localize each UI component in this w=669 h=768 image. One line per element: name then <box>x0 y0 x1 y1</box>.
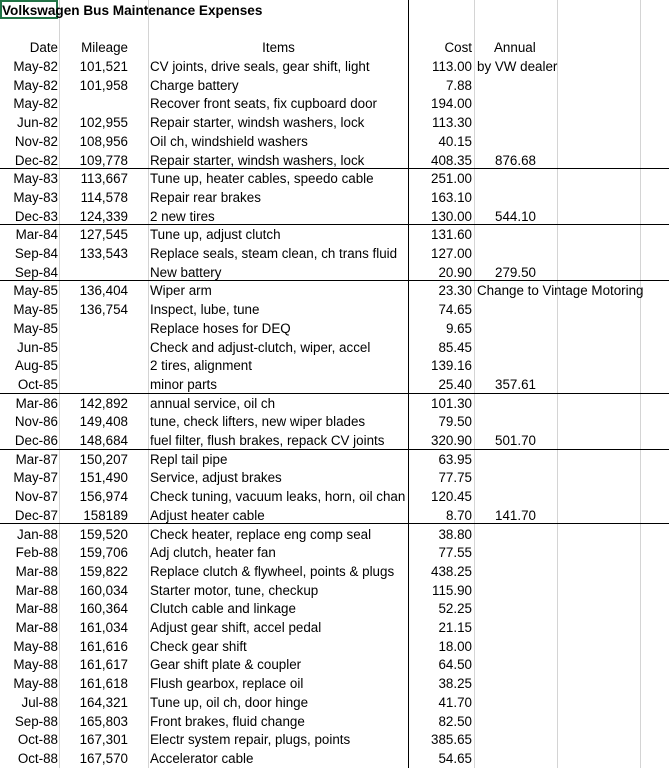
cost-cell[interactable]: 77.75 <box>438 470 472 486</box>
annual-cell[interactable] <box>477 76 669 95</box>
cost-cell[interactable]: 131.60 <box>431 227 472 243</box>
header-mileage[interactable]: Mileage <box>81 40 128 55</box>
table-row <box>0 356 669 375</box>
date-cell[interactable]: Sep-84 <box>14 264 58 280</box>
date-cell[interactable]: Sep-84 <box>14 246 58 261</box>
items-cell[interactable]: Flush gearbox, replace oil <box>150 676 304 692</box>
sheet-title[interactable]: Volkswagen Bus Maintenance Expenses <box>2 3 263 18</box>
cost-cell[interactable]: 74.65 <box>438 302 472 318</box>
date-cell[interactable]: May-85 <box>13 320 58 336</box>
items-cell[interactable]: fuel filter, flush brakes, repack CV joints <box>150 433 385 448</box>
table-row <box>0 57 669 76</box>
date-cell[interactable]: May-82 <box>13 59 58 74</box>
cost-cell[interactable]: 408.35 <box>431 152 472 168</box>
annual-cell[interactable] <box>477 356 669 375</box>
date-cell[interactable]: Dec-86 <box>14 433 58 448</box>
items-cell[interactable]: CV joints, drive seals, gear shift, light <box>150 59 370 74</box>
items-cell[interactable]: minor parts <box>150 376 217 392</box>
annual-cell[interactable]: 357.61 <box>495 376 536 392</box>
items-cell[interactable]: Accelerator cable <box>150 750 254 766</box>
header-annual[interactable]: Annual <box>494 40 536 55</box>
mileage-cell[interactable]: 167,570 <box>79 750 128 766</box>
table-row <box>0 674 669 693</box>
cost-cell[interactable]: 82.50 <box>438 713 472 729</box>
cost-cell[interactable]: 101.30 <box>431 395 472 411</box>
table-row <box>0 300 669 319</box>
cost-cell[interactable]: 79.50 <box>438 414 472 430</box>
table-row <box>0 599 669 618</box>
cost-cell[interactable]: 120.45 <box>431 489 472 505</box>
table-row <box>0 394 669 413</box>
table-row <box>0 151 669 170</box>
annual-cell[interactable] <box>477 618 669 637</box>
date-cell[interactable]: Nov-82 <box>14 133 58 149</box>
table-row <box>0 506 669 525</box>
date-cell[interactable]: Mar-84 <box>15 227 58 243</box>
items-cell[interactable]: annual service, oil ch <box>150 395 276 411</box>
cost-cell[interactable]: 40.15 <box>438 133 472 149</box>
date-cell[interactable]: Nov-87 <box>14 489 58 505</box>
table-row <box>0 338 669 357</box>
items-cell[interactable]: 2 new tires <box>150 208 215 224</box>
annual-cell[interactable] <box>477 599 669 618</box>
cost-cell[interactable]: 438.25 <box>431 563 472 579</box>
date-cell[interactable]: May-85 <box>13 283 58 299</box>
table-row <box>0 188 669 207</box>
items-cell[interactable]: Tune up, oil ch, door hinge <box>150 694 309 710</box>
cost-cell[interactable]: 251.00 <box>431 171 472 187</box>
mileage-cell[interactable] <box>60 375 128 394</box>
table-row <box>0 655 669 674</box>
cost-cell[interactable]: 38.25 <box>438 676 472 692</box>
cost-cell[interactable]: 113.00 <box>432 59 472 74</box>
annual-cell[interactable] <box>477 113 669 132</box>
mileage-cell[interactable] <box>60 338 128 357</box>
items-cell[interactable]: Inspect, lube, tune <box>150 302 260 318</box>
annual-cell[interactable] <box>477 487 669 506</box>
annual-cell[interactable] <box>477 188 669 207</box>
mileage-cell[interactable]: 124,339 <box>79 208 128 224</box>
date-cell[interactable]: Nov-86 <box>14 414 58 430</box>
annual-cell[interactable] <box>477 412 669 431</box>
table-row <box>0 618 669 637</box>
items-cell[interactable]: Check tuning, vacuum leaks, horn, oil chan <box>150 489 406 505</box>
cost-cell[interactable]: 25.40 <box>438 376 472 392</box>
date-cell[interactable]: Mar-87 <box>15 451 58 467</box>
table-row <box>0 581 669 600</box>
mileage-cell[interactable]: 167,301 <box>79 732 128 748</box>
mileage-cell[interactable] <box>60 94 128 113</box>
table-row <box>0 543 669 562</box>
date-cell[interactable]: Oct-88 <box>17 750 58 766</box>
annual-cell[interactable] <box>477 637 669 656</box>
cost-cell[interactable]: 8.70 <box>445 507 472 523</box>
mileage-cell[interactable] <box>60 319 128 338</box>
annual-cell[interactable] <box>477 655 669 674</box>
annual-cell[interactable] <box>477 712 669 731</box>
date-cell[interactable]: Mar-86 <box>15 395 58 411</box>
table-row <box>0 113 669 132</box>
mileage-cell[interactable]: 133,543 <box>79 246 128 261</box>
mileage-cell[interactable] <box>60 356 128 375</box>
date-cell[interactable]: Dec-83 <box>14 208 58 224</box>
items-cell[interactable]: Repl tail pipe <box>150 451 228 467</box>
annual-cell[interactable]: 501.70 <box>495 433 536 448</box>
date-cell[interactable]: Jun-85 <box>17 339 58 355</box>
table-row <box>0 712 669 731</box>
table-row <box>0 375 669 394</box>
annual-cell[interactable]: 279.50 <box>495 264 536 280</box>
mileage-cell[interactable]: 160,364 <box>79 601 128 617</box>
items-cell[interactable]: Recover front seats, fix cupboard door <box>150 96 378 112</box>
table-row <box>0 693 669 712</box>
date-cell[interactable]: Mar-88 <box>15 563 58 579</box>
table-row <box>0 468 669 487</box>
annual-cell[interactable] <box>477 94 669 113</box>
annual-cell[interactable]: Change to Vintage Motoring <box>477 283 644 299</box>
items-cell[interactable]: Adj clutch, heater fan <box>150 545 276 561</box>
date-cell[interactable]: May-87 <box>13 470 58 486</box>
date-cell[interactable]: Oct-85 <box>17 376 58 392</box>
annual-cell[interactable] <box>477 300 669 319</box>
items-cell[interactable]: Check and adjust-clutch, wiper, accel <box>150 339 371 355</box>
annual-cell[interactable]: 876.68 <box>495 152 536 168</box>
items-cell[interactable]: tune, check lifters, new wiper blades <box>150 414 366 430</box>
mileage-cell[interactable]: 142,892 <box>79 395 128 411</box>
date-cell[interactable]: May-82 <box>13 96 58 112</box>
cost-cell[interactable]: 320.90 <box>431 433 472 448</box>
annual-cell[interactable] <box>477 693 669 712</box>
table-row <box>0 637 669 656</box>
mileage-cell[interactable]: 161,034 <box>79 620 128 635</box>
mileage-cell[interactable]: 159,520 <box>79 526 128 542</box>
mileage-cell[interactable]: 101,521 <box>79 59 128 74</box>
items-cell[interactable]: Front brakes, fluid change <box>150 713 305 729</box>
annual-cell[interactable] <box>477 730 669 749</box>
mileage-cell[interactable]: 114,578 <box>80 189 128 205</box>
annual-cell[interactable] <box>477 674 669 693</box>
annual-cell[interactable] <box>477 468 669 487</box>
header-cost[interactable]: Cost <box>444 40 472 55</box>
date-cell[interactable]: May-88 <box>13 638 58 654</box>
mileage-cell[interactable]: 151,490 <box>79 470 128 486</box>
items-cell[interactable]: Clutch cable and linkage <box>150 601 296 617</box>
date-cell[interactable]: Feb-88 <box>15 545 58 561</box>
mileage-cell[interactable]: 159,706 <box>79 545 128 561</box>
date-cell[interactable]: Aug-85 <box>14 358 58 374</box>
date-cell[interactable]: May-88 <box>13 657 58 673</box>
date-cell[interactable]: Jun-82 <box>17 115 58 131</box>
mileage-cell[interactable]: 136,404 <box>79 283 128 299</box>
date-cell[interactable]: Dec-82 <box>14 152 58 168</box>
annual-cell[interactable] <box>477 132 669 151</box>
annual-cell[interactable] <box>477 450 669 469</box>
cost-cell[interactable]: 38.80 <box>438 526 472 542</box>
table-row <box>0 730 669 749</box>
mileage-cell[interactable]: 101,958 <box>79 77 128 93</box>
mileage-cell[interactable]: 156,974 <box>79 489 128 505</box>
mileage-cell[interactable]: 150,207 <box>79 451 128 467</box>
items-cell[interactable]: Replace seals, steam clean, ch trans fluid <box>150 246 398 261</box>
table-row <box>0 319 669 338</box>
date-cell[interactable]: Jul-88 <box>21 694 58 710</box>
cost-cell[interactable]: 127.00 <box>431 246 472 261</box>
mileage-cell[interactable]: 161,616 <box>79 638 128 654</box>
date-cell[interactable]: May-83 <box>13 189 58 205</box>
date-cell[interactable]: May-85 <box>13 302 58 318</box>
items-cell[interactable]: Service, adjust brakes <box>150 470 282 486</box>
mileage-cell[interactable]: 159,822 <box>79 563 128 579</box>
items-cell[interactable]: Check gear shift <box>150 638 247 654</box>
items-cell[interactable]: Electr system repair, plugs, points <box>150 732 351 748</box>
date-cell[interactable]: Sep-88 <box>14 713 58 729</box>
items-cell[interactable]: Charge battery <box>150 77 239 93</box>
mileage-cell[interactable]: 161,618 <box>79 676 128 692</box>
items-cell[interactable]: Starter motor, tune, checkup <box>150 582 319 598</box>
mileage-cell[interactable]: 164,321 <box>79 694 128 710</box>
date-cell[interactable]: May-83 <box>13 171 58 187</box>
items-cell[interactable]: Wiper arm <box>150 283 212 299</box>
cost-cell[interactable]: 21.15 <box>438 620 472 635</box>
cost-cell[interactable]: 41.70 <box>438 694 472 710</box>
cost-cell[interactable]: 18.00 <box>438 638 472 654</box>
mileage-cell[interactable]: 158189 <box>83 507 128 523</box>
annual-cell[interactable]: 544.10 <box>495 208 536 224</box>
annual-cell[interactable] <box>477 169 669 188</box>
annual-cell[interactable]: 141.70 <box>495 507 536 523</box>
cost-cell[interactable]: 163.10 <box>431 189 472 205</box>
table-row <box>0 225 669 244</box>
cost-cell[interactable]: 52.25 <box>438 601 472 617</box>
annual-cell[interactable] <box>477 525 669 544</box>
date-cell[interactable]: Mar-88 <box>15 601 58 617</box>
cost-cell[interactable]: 20.90 <box>438 264 472 280</box>
date-cell[interactable]: May-82 <box>13 77 58 93</box>
table-row <box>0 431 669 450</box>
cost-cell[interactable]: 7.88 <box>445 77 472 93</box>
mileage-cell[interactable]: 109,778 <box>79 152 128 168</box>
mileage-cell[interactable]: 165,803 <box>79 713 128 729</box>
mileage-cell[interactable]: 148,684 <box>79 433 128 448</box>
mileage-cell[interactable] <box>60 263 128 282</box>
items-cell[interactable]: 2 tires, alignment <box>150 358 252 374</box>
items-cell[interactable]: Tune up, adjust clutch <box>150 227 281 243</box>
items-cell[interactable]: Replace hoses for DEQ <box>150 320 291 336</box>
mileage-cell[interactable]: 102,955 <box>79 115 128 131</box>
header-items[interactable]: Items <box>262 40 295 55</box>
items-cell[interactable]: Repair starter, windsh washers, lock <box>150 152 365 168</box>
annual-cell[interactable] <box>477 394 669 413</box>
items-cell[interactable]: Tune up, heater cables, speedo cable <box>150 171 374 187</box>
cost-cell[interactable]: 139.16 <box>431 358 472 374</box>
items-cell[interactable]: Repair rear brakes <box>150 189 261 205</box>
table-row <box>0 169 669 188</box>
date-cell[interactable]: Mar-88 <box>15 620 58 635</box>
annual-cell[interactable]: by VW dealer <box>477 59 558 74</box>
date-cell[interactable]: Dec-87 <box>14 507 58 523</box>
annual-cell[interactable] <box>477 338 669 357</box>
cost-cell[interactable]: 113.30 <box>432 115 472 131</box>
table-row <box>0 281 669 300</box>
table-row <box>0 562 669 581</box>
table-row <box>0 749 669 768</box>
cost-cell[interactable]: 115.90 <box>432 582 472 598</box>
annual-cell[interactable] <box>477 581 669 600</box>
annual-cell[interactable] <box>477 543 669 562</box>
date-cell[interactable]: May-88 <box>13 676 58 692</box>
mileage-cell[interactable]: 127,545 <box>79 227 128 243</box>
cost-cell[interactable]: 194.00 <box>431 96 472 112</box>
header-date[interactable]: Date <box>29 40 58 55</box>
table-row <box>0 76 669 95</box>
table-row <box>0 263 669 282</box>
cost-cell[interactable]: 85.45 <box>438 339 472 355</box>
cost-cell[interactable]: 54.65 <box>438 750 472 766</box>
items-cell[interactable]: New battery <box>150 264 222 280</box>
header-row <box>0 38 669 57</box>
mileage-cell[interactable]: 136,754 <box>79 302 128 318</box>
table-row <box>0 94 669 113</box>
annual-cell[interactable] <box>477 225 669 244</box>
annual-cell[interactable] <box>477 319 669 338</box>
table-row <box>0 207 669 226</box>
date-cell[interactable]: Jan-88 <box>17 526 58 542</box>
items-cell[interactable]: Adjust heater cable <box>150 507 265 523</box>
table-row <box>0 412 669 431</box>
table-row <box>0 525 669 544</box>
mileage-cell[interactable]: 161,617 <box>79 657 128 673</box>
cost-cell[interactable]: 23.30 <box>438 283 472 299</box>
cost-cell[interactable]: 9.65 <box>445 320 472 336</box>
mileage-cell[interactable]: 113,667 <box>80 171 128 187</box>
date-cell[interactable]: Mar-88 <box>15 582 58 598</box>
items-cell[interactable]: Repair starter, windsh washers, lock <box>150 115 365 131</box>
items-cell[interactable]: Check heater, replace eng comp seal <box>150 526 372 542</box>
annual-cell[interactable] <box>477 749 669 768</box>
items-cell[interactable]: Replace clutch & flywheel, points & plugs <box>150 563 395 579</box>
cost-cell[interactable]: 64.50 <box>438 657 472 673</box>
items-cell[interactable]: Oil ch, windshield washers <box>150 133 308 149</box>
items-cell[interactable]: Adjust gear shift, accel pedal <box>150 620 322 635</box>
cost-cell[interactable]: 63.95 <box>438 451 472 467</box>
items-cell[interactable]: Gear shift plate & coupler <box>150 657 302 673</box>
mileage-cell[interactable]: 149,408 <box>79 414 128 430</box>
table-row <box>0 450 669 469</box>
date-cell[interactable]: Oct-88 <box>17 732 58 748</box>
cost-cell[interactable]: 385.65 <box>431 732 472 748</box>
cost-cell[interactable]: 130.00 <box>431 208 472 224</box>
mileage-cell[interactable]: 108,956 <box>79 133 128 149</box>
mileage-cell[interactable]: 160,034 <box>79 582 128 598</box>
annual-cell[interactable] <box>477 562 669 581</box>
cost-cell[interactable]: 77.55 <box>438 545 472 561</box>
table-row <box>0 487 669 506</box>
table-row <box>0 132 669 151</box>
annual-cell[interactable] <box>477 244 669 263</box>
table-row <box>0 244 669 263</box>
